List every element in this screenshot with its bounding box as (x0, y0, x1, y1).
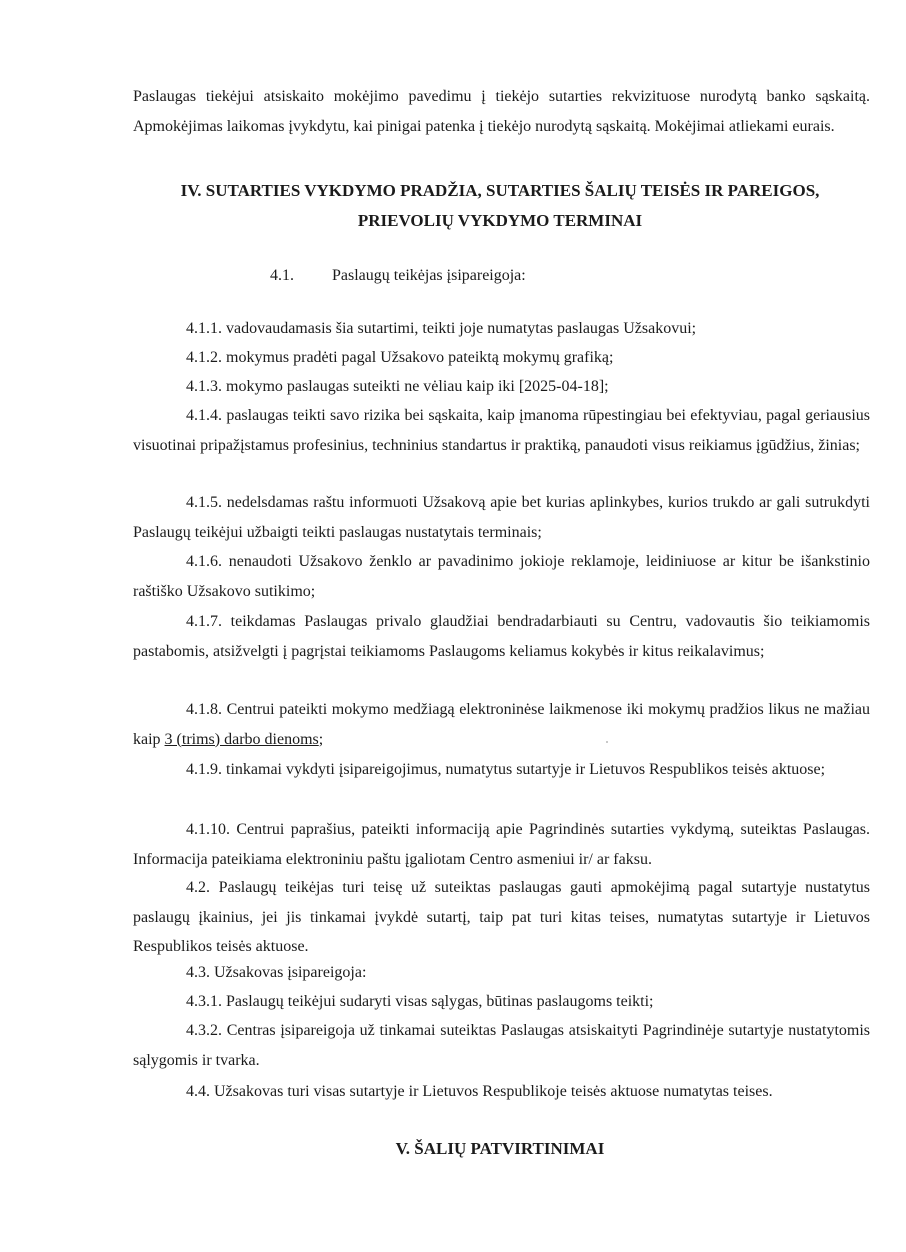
clause-4-1-1: 4.1.1. vadovaudamasis šia sutartimi, teikti joje numatytas paslaugas Užsakovui; (186, 320, 697, 337)
clause-4-1-3: 4.1.3. mokymo paslaugas suteikti ne vėliau kaip iki [2025-04-18]; (186, 378, 609, 395)
scan-speck (606, 741, 608, 743)
clause-4-3-1: 4.3.1. Paslaugų teikėjui sudaryti visas sąlygas, būtinas paslaugoms teikti; (186, 993, 654, 1010)
clause-4-3-2: 4.3.2. Centras įsipareigoja už tinkamai suteiktas Paslaugas atsiskaityti Pagrindinėje sutartyje nustatytomis sąlygomis ir tvarka. (133, 1022, 870, 1069)
section-iv-title-line-2: PRIEVOLIŲ VYKDYMO TERMINAI (357, 211, 643, 230)
clause-4-1-8-deadline: 3 (trims) darbo dienoms (164, 730, 319, 748)
clause-4-1-10: 4.1.10. Centrui paprašius, pateikti informaciją apie Pagrindinės sutarties vykdymą, suteiktas Paslaugas. Informacija pateikiama elektroniniu paštu įgaliotam Centro asmeniui ir/ ar faksu. (133, 821, 870, 868)
clause-4-1-2: 4.1.2. mokymus pradėti pagal Užsakovo pateiktą mokymų grafiką; (186, 349, 614, 366)
section-iv-title-line-1: IV. SUTARTIES VYKDYMO PRADŽIA, SUTARTIES ŠALIŲ TEISĖS IR PAREIGOS, (180, 181, 820, 200)
clause-4-1-8 (133, 695, 870, 754)
clause-4-4: 4.4. Užsakovas turi visas sutartyje ir Lietuvos Respublikoje teisės aktuose numatytas teises. (186, 1083, 773, 1100)
section-v-heading: V. ŠALIŲ PATVIRTINIMAI (395, 1139, 605, 1158)
payment-terms-paragraph: Paslaugas tiekėjui atsiskaito mokėjimo pavedimu į tiekėjo sutarties rekvizituose nurodytą banko sąskaitą. Apmokėjimas laikomas įvykdytu, kai pinigai patenka į tiekėjo nurodytą sąskaitą. Mokėjimai atliekami eurais. (133, 88, 870, 135)
clause-4-1-5: 4.1.5. nedelsdamas raštu informuoti Užsakovą apie bet kurias aplinkybes, kurios trukdo ar gali sutrukdyti Paslaugų teikėjui užbaigti teikti paslaugas nustatytais terminais; (133, 494, 870, 541)
clause-4-1 (270, 264, 526, 288)
clause-4-1-6: 4.1.6. nenaudoti Užsakovo ženklo ar pavadinimo jokioje reklamoje, leidiniuose ar kitur be išankstinio raštiško Užsakovo sutikimo; (133, 553, 870, 600)
clause-4-1-9: 4.1.9. tinkamai vykdyti įsipareigojimus, numatytus sutartyje ir Lietuvos Respublikos teisės aktuose; (186, 761, 826, 778)
clause-4-2: 4.2. Paslaugų teikėjas turi teisę už suteiktas paslaugas gauti apmokėjimą pagal sutartyje nustatytus paslaugų įkainius, jei jis tinkamai įvykdė sutartį, taip pat turi kitas teises, numatytas sutartyje ir Lietuvos Respublikos teisės aktuose. (133, 879, 870, 955)
clause-4-1-8-end: ; (318, 730, 324, 748)
clause-4-3: 4.3. Užsakovas įsipareigoja: (186, 964, 367, 981)
clause-4-1-4: 4.1.4. paslaugas teikti savo rizika bei sąskaita, kaip įmanoma rūpestingiau bei efektyviau, pagal geriausius visuotinai pripažįstamus profesinius, techninius standartus ir praktiką, panaudoti visus reikiamus įgūdžius, žinias; (133, 407, 870, 454)
clause-4-1-8-text: 4.1.8. Centrui pateikti mokymo medžiagą elektroninėse laikmenose iki mokymų pradžios likus ne mažiau kaip (133, 701, 870, 748)
clause-4-1-number: 4.1. (270, 267, 294, 284)
clause-4-1-text: Paslaugų teikėjas įsipareigoja: (332, 267, 526, 284)
clause-4-1-7: 4.1.7. teikdamas Paslaugas privalo glaudžiai bendradarbiauti su Centru, vadovautis šio teikiamomis pastabomis, atsižvelgti į pagrįstai teikiamoms Paslaugoms keliamus kokybės ir kitus reikalavimus; (133, 613, 870, 660)
section-iv-heading (120, 176, 880, 236)
